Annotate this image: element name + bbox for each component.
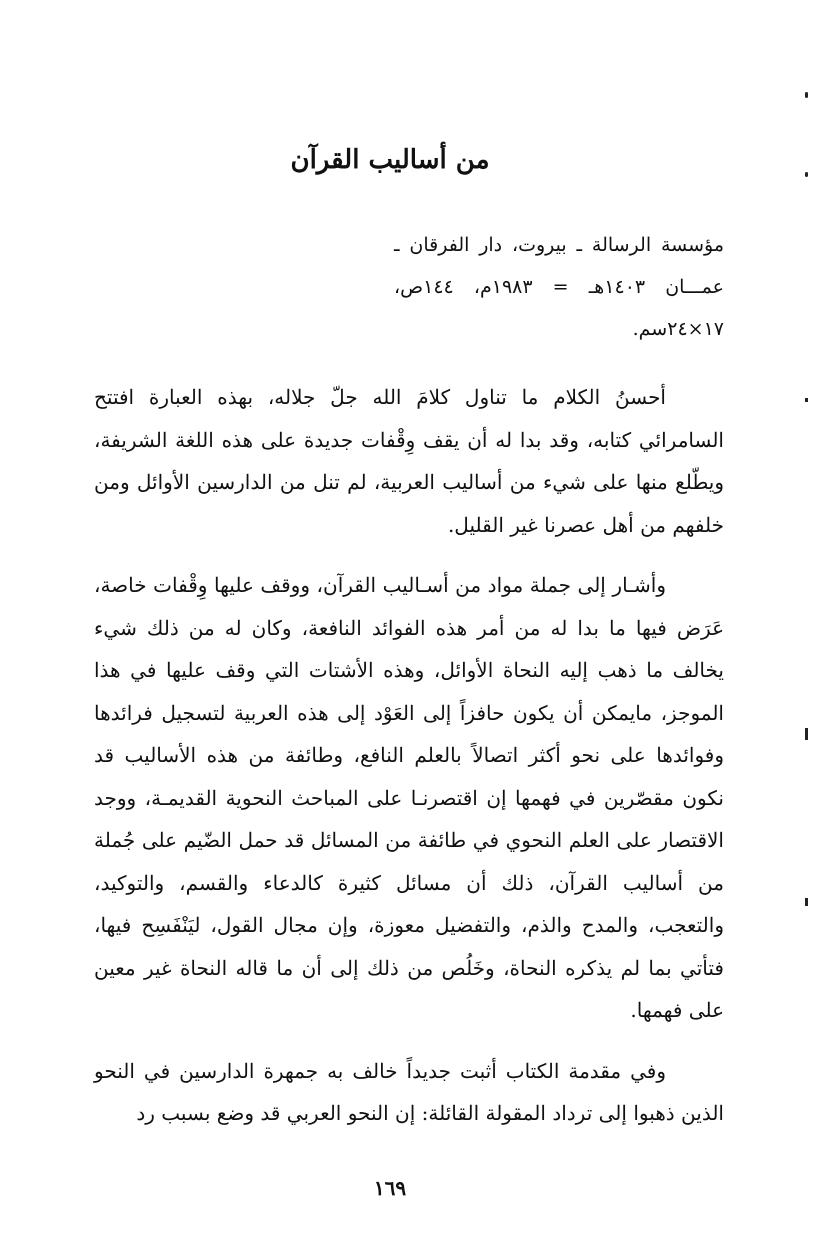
publication-info-text: مؤسسة الرسالة ـ بيروت، دار الفرقان ـ عمـــان ١٤٠٣هـ = ١٩٨٣م، ١٤٤ص، ١٧×٢٤سم. — [394, 234, 724, 340]
paragraph: أحسنُ الكلام ما تناول كلامَ الله جلّ جلاله، بهذه العبارة افتتح السامرائي كتابه، وقد بدا له أن يقف وِقْفات جديدة على هذه اللغة الشريفة، ويطّلع منها على شيء من أساليب العربية، لم تنل من الدارسين الأوائل ومن خلفهم من أهل عصرنا غير القليل. — [94, 385, 724, 537]
paragraph: وفي مقدمة الكتاب أثبت جديداً خالف به جمهرة الدارسين في النحو الذين ذهبوا إلى ترداد المقولة القائلة: إن النحو العربي قد وضع بسبب رد — [94, 1058, 724, 1125]
publication-info — [394, 224, 724, 350]
scan-margin-mark — [805, 728, 808, 740]
page-title: من أساليب القرآن — [290, 145, 490, 175]
paragraph: وأشـار إلى جملة مواد من أسـاليب القرآن، ووقف عليها وِقْفات خاصة، عَرَض فيها ما بدا له من أمر هذه الفوائد النافعة، وكان له من ذلك شيء يخالف ما ذهب إليه النحاة الأوائل، وهذه الأشتات التي وقف عليها في هذا الموجز، مايمكن أن يكون حافزاً إلى العَوْد إلى هذه العربية لتسجيل فرائدها وفوائدها على نحو أكثر اتصالاً بالعلم النافع، وطائفة من هذه الأساليب قد نكون مقصّرين في فهمها إن اقتصرنـا على المباحث النحوية القديمـة، ووجد الاقتصار على العلم النحوي في طائفة من المسائل قد حمل الضّيم على جُملة من أساليب القرآن، ذلك أن مسائل كثيرة كالدعاء والقسم، والتوكيد، والتعجب، والمدح والذم، والتفضيل معوزة، وإن مجال القول، ليَنْفَسِح فيها، فتأتي بما لم يذكره النحاة، وخَلُص من ذلك إلى أن ما قاله النحاة غير معين على فهمها. — [94, 573, 724, 1022]
body-text — [94, 376, 724, 1153]
scan-margin-mark — [805, 172, 808, 177]
scan-margin-mark — [805, 398, 808, 402]
page-number: ١٦٩ — [373, 1176, 407, 1200]
scan-margin-mark — [805, 898, 808, 906]
scan-margin-mark — [805, 92, 808, 98]
